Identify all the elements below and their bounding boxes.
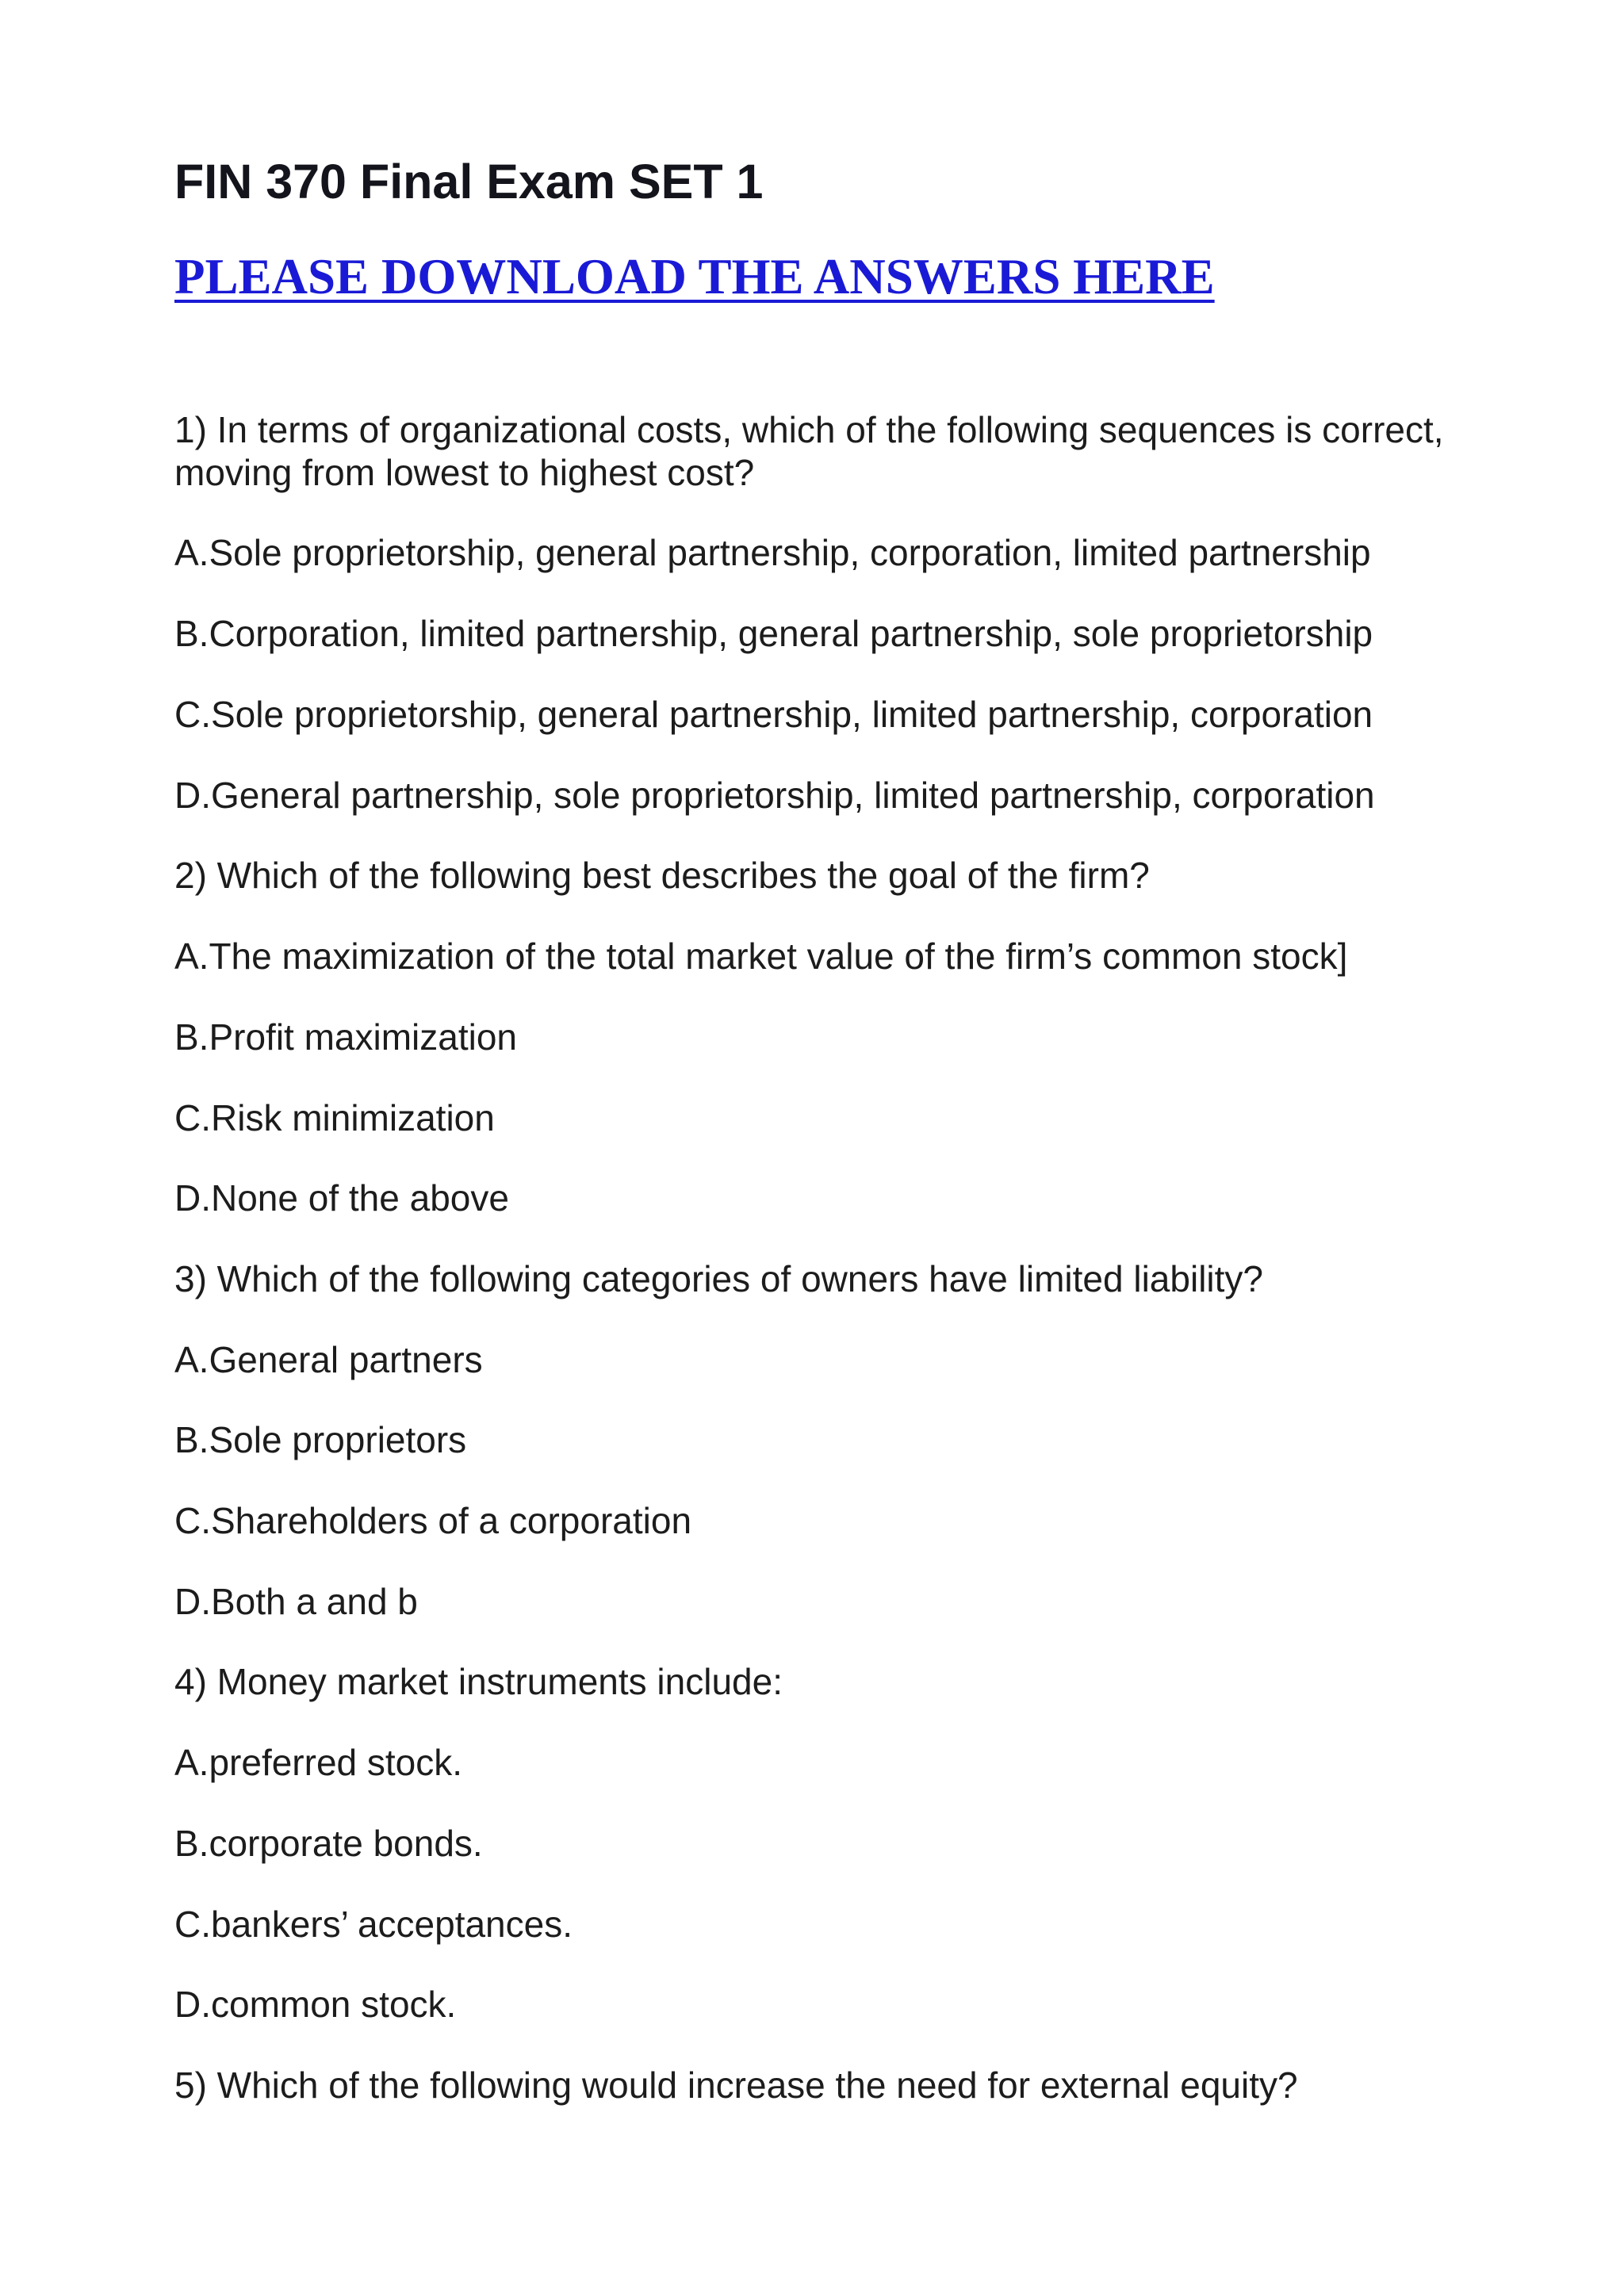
question-4-option-d: D.common stock. (174, 1984, 457, 2025)
question-3-option-d: D.Both a and b (174, 1581, 418, 1622)
question-3: 3) Which of the following categories of owners have limited liability? (174, 1258, 1263, 1299)
question-3-option-b: B.Sole proprietors (174, 1419, 467, 1460)
question-4-option-a: A.preferred stock. (174, 1742, 463, 1783)
question-2: 2) Which of the following best describes the goal of the firm? (174, 855, 1150, 896)
question-5: 5) Which of the following would increase the need for external equity? (174, 2064, 1298, 2106)
question-1: 1) In terms of organizational costs, which of the following sequences is correct, moving from lowest to highest cost? (174, 409, 1444, 493)
question-2-option-b: B.Profit maximization (174, 1016, 518, 1058)
question-1-option-c: C.Sole proprietorship, general partnership, limited partnership, corporation (174, 694, 1373, 735)
question-4-option-b: B.corporate bonds. (174, 1823, 483, 1864)
document-title: FIN 370 Final Exam SET 1 (174, 155, 764, 209)
question-1-option-d: D.General partnership, sole proprietorship, limited partnership, corporation (174, 775, 1375, 816)
question-2-option-c: C.Risk minimization (174, 1097, 495, 1138)
question-1-option-a: A.Sole proprietorship, general partnership, corporation, limited partnership (174, 532, 1371, 573)
question-4: 4) Money market instruments include: (174, 1661, 783, 1702)
question-4-option-c: C.bankers’ acceptances. (174, 1904, 573, 1945)
question-1-option-b: B.Corporation, limited partnership, general partnership, sole proprietorship (174, 613, 1373, 654)
download-answers-link[interactable]: PLEASE DOWNLOAD THE ANSWERS HERE (174, 249, 1215, 304)
question-3-option-a: A.General partners (174, 1339, 483, 1380)
question-2-option-a: A.The maximization of the total market value of the firm’s common stock] (174, 936, 1348, 977)
question-3-option-c: C.Shareholders of a corporation (174, 1500, 692, 1541)
question-2-option-d: D.None of the above (174, 1177, 509, 1219)
